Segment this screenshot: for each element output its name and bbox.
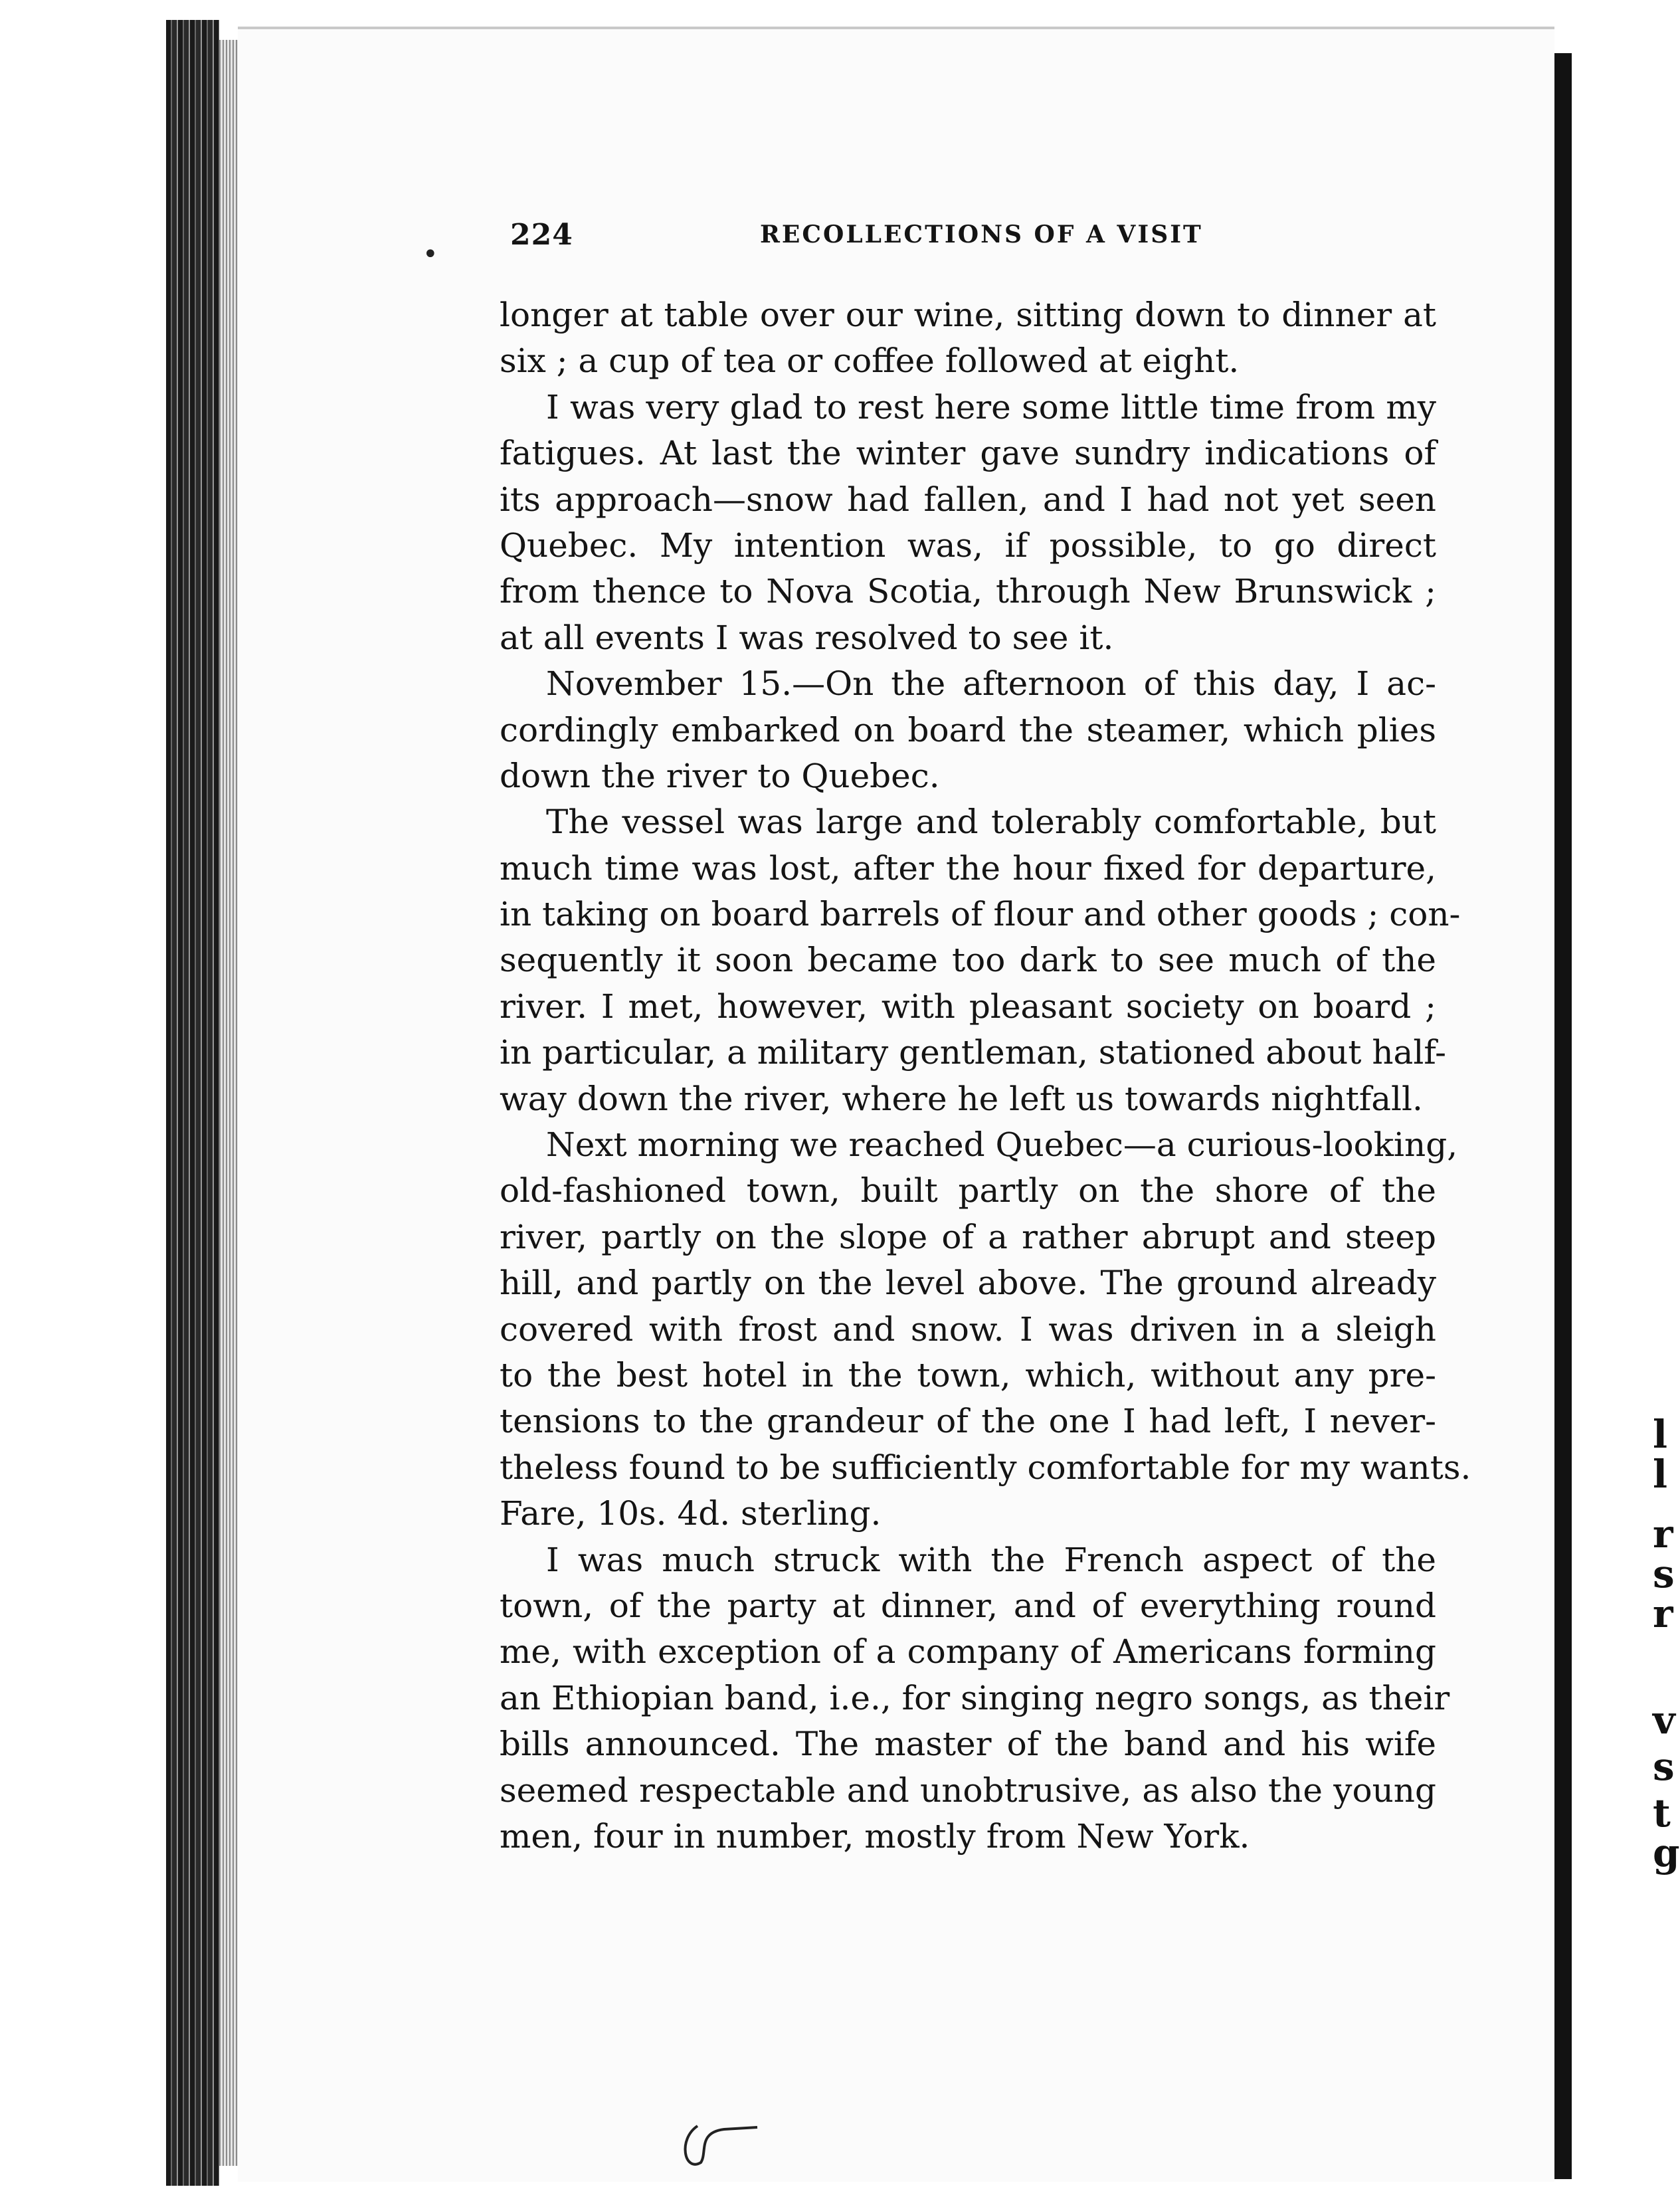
text-line: The vessel was large and tolerably comfortable, but [546, 803, 1436, 842]
text-line: river, partly on the slope of a rather abrupt and steep [500, 1217, 1436, 1256]
text-line: sequently it soon became too dark to see much of the [500, 941, 1436, 980]
neighbor-page-fragment: v [1653, 1697, 1675, 1743]
text-line: fatigues. At last the winter gave sundry indications of [500, 434, 1436, 473]
text-line: way down the river, where he left us towards nightfall. [500, 1079, 1423, 1118]
text-line: town, of the party at dinner, and of everything round [500, 1586, 1436, 1625]
neighbor-page-fragment: l [1653, 1412, 1668, 1457]
text-line: men, four in number, mostly from New York. [500, 1816, 1250, 1856]
text-line: much time was lost, after the hour fixed for departure, [500, 848, 1436, 888]
text-line: bills announced. The master of the band and his wife [500, 1725, 1436, 1764]
text-line: in particular, a military gentleman, stationed about half- [500, 1033, 1446, 1072]
text-line: river. I met, however, with pleasant society on board ; [500, 987, 1436, 1026]
neighbor-page-fragment: t [1653, 1790, 1671, 1836]
text-line: from thence to Nova Scotia, through New Brunswick ; [500, 572, 1436, 611]
neighbor-page-fragment: r [1653, 1511, 1673, 1557]
running-header [510, 218, 1203, 258]
text-line: theless found to be sufficiently comfortable for my wants. [500, 1448, 1471, 1487]
body-text [500, 292, 1471, 1860]
text-line: Next morning we reached Quebec—a curious-looking, [546, 1125, 1458, 1165]
text-line: to the best hotel in the town, which, without any pre- [500, 1355, 1436, 1394]
page-edges [219, 40, 238, 2166]
text-line: Quebec. My intention was, if possible, to go direct [500, 526, 1436, 565]
book-spine [0, 0, 239, 2211]
text-line: old-fashioned town, built partly on the shore of the [500, 1171, 1436, 1210]
spine-binding [166, 20, 219, 2186]
neighbor-page-fragment: s [1653, 1744, 1675, 1789]
text-line: Fare, 10s. 4d. sterling. [500, 1494, 882, 1533]
text-line: tensions to the grandeur of the one I had left, I never- [500, 1402, 1436, 1441]
text-line: covered with frost and snow. I was driven in a sleigh [500, 1309, 1436, 1349]
pencil-mark-icon [671, 2113, 764, 2179]
page-gutter-shadow [1554, 53, 1572, 2179]
text-line: down the river to Quebec. [500, 756, 940, 795]
text-line: its approach—snow had fallen, and I had not yet seen [500, 480, 1436, 519]
text-line: I was much struck with the French aspect of the [546, 1540, 1436, 1579]
text-line: hill, and partly on the level above. The ground already [500, 1264, 1436, 1303]
text-line: at all events I was resolved to see it. [500, 618, 1114, 657]
text-line: an Ethiopian band, i.e., for singing negro songs, as their [500, 1678, 1450, 1717]
text-line: me, with exception of a company of Americans forming [500, 1632, 1436, 1672]
neighbor-page-fragment: s [1653, 1551, 1675, 1596]
text-line: I was very glad to rest here some little time from my [546, 387, 1436, 427]
margin-dot: • [422, 239, 438, 270]
text-line: November 15.—On the afternoon of this day, I ac- [546, 664, 1436, 704]
text-line: cordingly embarked on board the steamer, which plies [500, 710, 1436, 749]
running-title: RECOLLECTIONS OF A VISIT [760, 221, 1203, 248]
text-line: six ; a cup of tea or coffee followed at eight. [500, 341, 1240, 381]
neighbor-page-fragment: g [1653, 1830, 1680, 1875]
neighbor-page-fragment: l [1653, 1452, 1668, 1497]
page-number: 224 [510, 218, 573, 252]
text-line: longer at table over our wine, sitting down to dinner at [500, 296, 1436, 334]
neighbor-page-fragment: r [1653, 1591, 1673, 1636]
text-line: in taking on board barrels of flour and other goods ; con- [500, 895, 1461, 934]
text-line: seemed respectable and unobtrusive, as also the young [500, 1771, 1436, 1810]
